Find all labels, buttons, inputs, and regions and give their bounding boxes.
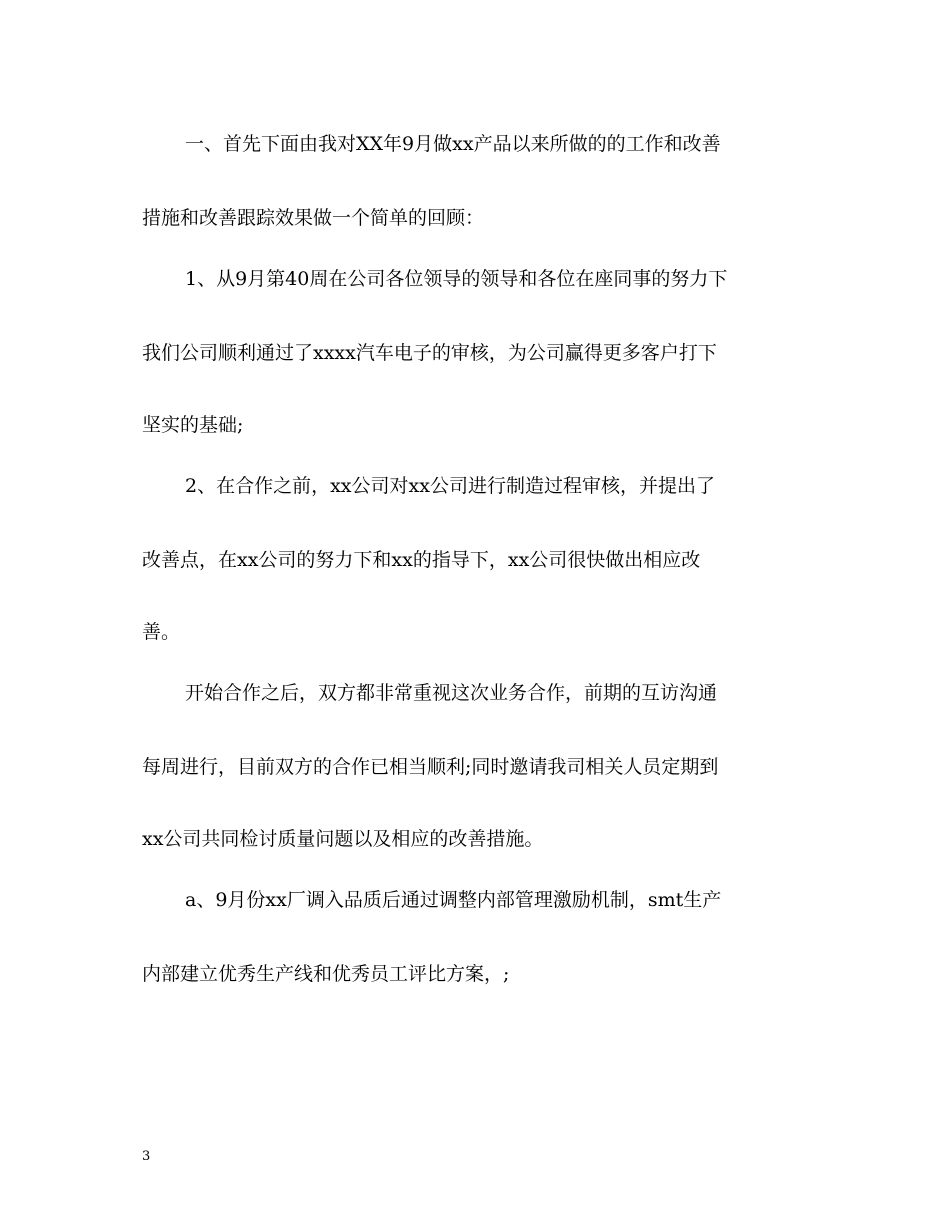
paragraph-2-line-2: 我们公司顺利通过了xxxx汽车电子的审核，为公司赢得更多客户打下 [142, 342, 717, 364]
paragraph-4-line-1: 开始合作之后，双方都非常重视这次业务合作，前期的互访沟通 [185, 682, 718, 704]
paragraph-4-line-3: xx公司共同检讨质量问题以及相应的改善措施。 [142, 828, 544, 850]
paragraph-5-line-1: a、9月份xx厂调入品质后通过调整内部管理激励机制，smt生产 [185, 889, 722, 911]
paragraph-3-line-1: 2、在合作之前，xx公司对xx公司进行制造过程审核，并提出了 [185, 475, 715, 497]
paragraph-4-line-2: 每周进行，目前双方的合作已相当顺利;同时邀请我司相关人员定期到 [142, 756, 719, 778]
paragraph-1-line-2: 措施和改善跟踪效果做一个简单的回顾： [142, 207, 485, 229]
paragraph-5-line-2: 内部建立优秀生产线和优秀员工评比方案，; [142, 963, 510, 985]
paragraph-3-line-3: 善。 [142, 621, 181, 643]
paragraph-2-line-1: 1、从9月第40周在公司各位领导的领导和各位在座同事的努力下 [185, 268, 728, 290]
paragraph-2-line-3: 坚实的基础; [142, 414, 244, 436]
paragraph-3-line-2: 改善点，在xx公司的努力下和xx的指导下，xx公司很快做出相应改 [142, 549, 701, 571]
paragraph-1-line-1: 一、首先下面由我对XX年9月做xx产品以来所做的的工作和改善 [185, 133, 721, 155]
page-number: 3 [142, 1149, 151, 1164]
